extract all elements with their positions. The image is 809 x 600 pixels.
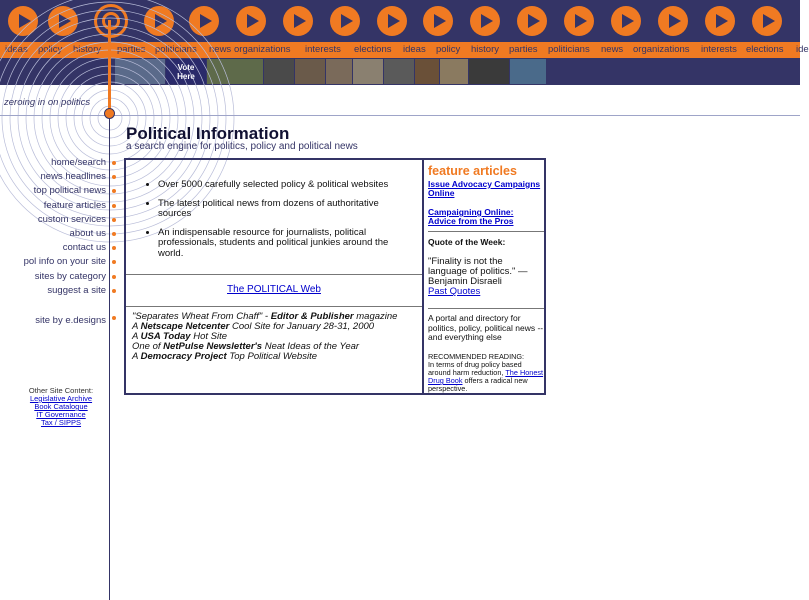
sidebar-divider [109, 118, 110, 600]
feature-articles-heading: feature articles [428, 164, 517, 178]
press-quote: A USA Today Hot Site [132, 331, 228, 342]
play-button-icon[interactable] [470, 6, 500, 36]
other-link-tax-sipps[interactable]: Tax / SIPPS [40, 418, 82, 427]
bullet-dot-icon [112, 175, 116, 179]
recommended-reading: RECOMMENDED READING: In terms of drug policy based around harm reduction, The Honest Drug Book offers a radical new perspective. [428, 352, 544, 393]
sidebar-item-site-by-edesigns[interactable]: site by e.designs [35, 315, 106, 327]
header-photo [294, 59, 325, 84]
sidebar-nav [24, 156, 106, 328]
feature-link-campaigning-online[interactable]: Campaigning Online: Advice from the Pros [428, 207, 514, 226]
feature-article-links [428, 180, 542, 236]
bullet-item: • The latest political news from dozens of authoritative sources [158, 199, 412, 220]
press-quote: A Democracy Project Top Political Website [132, 351, 317, 362]
topic-nav-parties[interactable]: parties [509, 44, 538, 55]
quote-of-week-heading: Quote of the Week: [428, 237, 506, 247]
topic-nav-interests[interactable]: interests [305, 44, 341, 55]
topic-nav-ide[interactable]: ide [796, 44, 809, 55]
play-button-icon[interactable] [330, 6, 360, 36]
play-button-icon[interactable] [189, 6, 219, 36]
topic-nav-interests[interactable]: interests [701, 44, 737, 55]
quote-text: "Finality is not the language of politics." — Benjamin Disraeli [428, 256, 528, 287]
sidebar-item-contact-us[interactable]: contact us [62, 242, 106, 254]
quote-of-week [428, 257, 544, 297]
header-photo [352, 59, 383, 84]
topic-nav-history[interactable]: history [471, 44, 499, 55]
header-photo [206, 59, 263, 84]
topic-nav-elections[interactable]: elections [746, 44, 784, 55]
sidebar-item-custom-services[interactable]: custom services [37, 213, 106, 225]
topic-nav-organizations[interactable]: organizations [633, 44, 690, 55]
page-title: Political Information [126, 124, 290, 143]
bullet-dot-icon [112, 161, 116, 165]
feature-link-issue-advocacy[interactable]: Issue Advocacy Campaigns Online [428, 179, 541, 198]
political-web-link[interactable]: The POLITICAL Web [227, 284, 321, 295]
header-photo [263, 59, 294, 84]
divider [126, 274, 422, 275]
main-content-box [124, 158, 546, 395]
play-button-icon[interactable] [517, 6, 547, 36]
bullet-item: • An indispensable resource for journalists, political professionals, students and political junkies around the world. [158, 228, 412, 260]
sidebar-item-home-search[interactable]: home/search [51, 157, 106, 168]
play-button-icon[interactable] [8, 6, 38, 36]
bullet-dot-icon [112, 246, 116, 250]
play-button-icon[interactable] [611, 6, 641, 36]
bullet-dot-icon [112, 260, 116, 264]
divider [126, 306, 422, 307]
tagline: zeroing in on politics [4, 97, 91, 108]
press-quotes [132, 312, 418, 362]
topic-nav-news[interactable]: news [601, 44, 624, 55]
honest-drug-book-link[interactable]: The Honest Drug Book [428, 368, 544, 385]
topic-nav-policy[interactable]: policy [38, 44, 63, 55]
sidebar-item-sites-by-category[interactable]: sites by category [34, 270, 106, 282]
play-button-icon[interactable] [377, 6, 407, 36]
sidebar-item-news-headlines[interactable]: news headlines [40, 171, 106, 183]
header-photo [509, 59, 546, 84]
header-photo [114, 59, 165, 84]
target-logo-icon [94, 4, 128, 38]
play-button-icon[interactable] [283, 6, 313, 36]
play-button-icon[interactable] [423, 6, 453, 36]
feature-bullets [126, 180, 412, 267]
header-divider [0, 115, 800, 116]
play-button-icon[interactable] [705, 6, 735, 36]
header-photo [439, 59, 468, 84]
topic-nav-ideas[interactable]: ideas [5, 44, 28, 55]
other-site-content [20, 387, 102, 427]
sidebar-item-top-political-news[interactable]: top political news [33, 185, 106, 197]
bullet-dot-icon [112, 275, 116, 279]
sidebar-item-feature-articles[interactable]: feature articles [43, 199, 106, 211]
topic-nav-politicians[interactable]: politicians [548, 44, 590, 55]
vote-here-sign: Vote Here [177, 63, 195, 81]
play-button-icon[interactable] [752, 6, 782, 36]
header-photo [414, 59, 439, 84]
topic-nav-organizations[interactable]: organizations [234, 44, 291, 55]
target-stem [108, 20, 111, 112]
other-link-book-catalogue[interactable]: Book Catalogue [34, 402, 88, 411]
topic-nav-history[interactable]: history [73, 44, 101, 55]
feature-column [424, 160, 544, 393]
bullet-dot-icon [112, 289, 116, 293]
page-subtitle: a search engine for politics, policy and political news [126, 141, 358, 152]
header-photo [165, 59, 206, 84]
play-button-icon[interactable] [48, 6, 78, 36]
bullet-dot-icon [112, 189, 116, 193]
other-link-it-governance[interactable]: IT Governance [36, 410, 86, 419]
press-quote: "Separates Wheat From Chaff" - Editor & Publisher magazine [132, 311, 398, 322]
bullet-dot-icon [112, 218, 116, 222]
play-button-icon[interactable] [144, 6, 174, 36]
header-photo [468, 59, 509, 84]
intro-column [126, 160, 424, 393]
header-photo [383, 59, 414, 84]
bullet-dot-icon [112, 316, 116, 320]
play-button-icon[interactable] [658, 6, 688, 36]
bullet-dot-icon [112, 204, 116, 208]
bullet-dot-icon [112, 232, 116, 236]
reco-heading: RECOMMENDED READING: [428, 352, 525, 361]
topic-nav-elections[interactable]: elections [354, 44, 392, 55]
divider [428, 231, 544, 232]
divider [428, 308, 544, 309]
header-photo [325, 59, 352, 84]
portal-description: A portal and directory for politics, policy, political news -- and everything else [428, 313, 544, 342]
sidebar-item-suggest-a-site[interactable]: suggest a site [47, 284, 106, 296]
play-button-icon[interactable] [564, 6, 594, 36]
sidebar-item-pol-info-on-your-site[interactable]: pol info on your site [23, 256, 106, 268]
topic-nav-policy[interactable]: policy [436, 44, 461, 55]
other-link-legislative-archive[interactable]: Legislative Archive [29, 394, 93, 403]
topic-nav-parties[interactable]: parties [117, 44, 146, 55]
press-quote: A Netscape Netcenter Cool Site for January 28-31, 2000 [132, 321, 375, 332]
press-quote: One of NetPulse Newsletter's Neat Ideas of the Year [132, 341, 360, 352]
past-quotes-link[interactable]: Past Quotes [428, 286, 481, 297]
topic-nav-ideas[interactable]: ideas [403, 44, 426, 55]
topic-nav-politicians[interactable]: politicians [155, 44, 197, 55]
bullet-item: • Over 5000 carefully selected policy & political websites [158, 180, 412, 191]
other-content-heading: Other Site Content: [28, 386, 94, 395]
topic-nav-news[interactable]: news [209, 44, 232, 55]
play-button-icon[interactable] [236, 6, 266, 36]
sidebar-item-about-us[interactable]: about us [69, 228, 106, 240]
